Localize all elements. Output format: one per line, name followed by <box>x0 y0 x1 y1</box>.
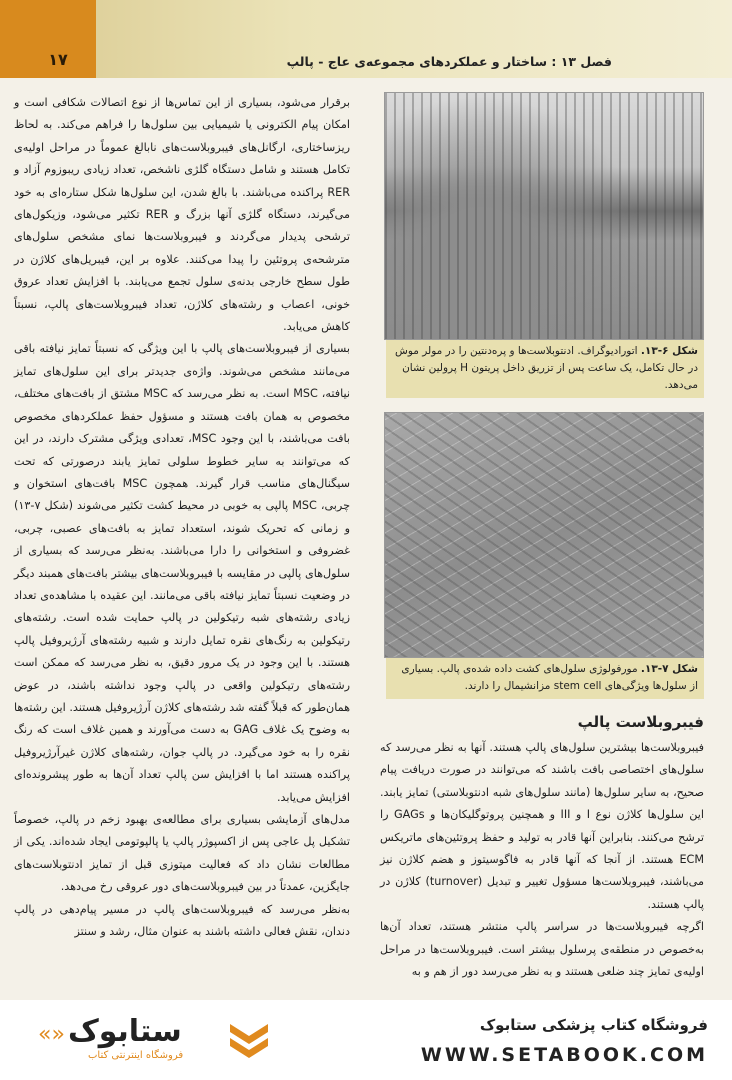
caption-text: اتورادیوگراف. ادنتوبلاست‌ها و پره‌دنتین را در مولر موش در حال تکامل، یک ساعت پس از تزریق داخل پریتون H پرولین نشان می‌دهد. <box>395 345 698 391</box>
store-logo[interactable] <box>38 1014 268 1068</box>
section-paragraph: فیبروبلاست‌ها بیشترین سلول‌های پالپ هستند. آنها به نظر می‌رسد که سلول‌های اختصاصی بافت باشند که می‌توانند در صورت دریافت پیام صحیح، به سایر سلول‌ها (مانند سلول‌های شبه ادنتوبلاستی) تمایز یابند. این سلول‌ها کلاژن نوع I و III و همچنین پروتوگلیکان‌ها و GAGs را ترشح می‌کنند. بنابراین آنها قادر به تولید و حفظ پروتئین‌های ماتریکس ECM هستند. از آنجا که آنها قادر به فاگوسیتوز و هضم کلاژن نیز می‌باشند، فیبروبلاست‌ها مسؤول تغییر و تبدیل (turnover) کلاژن در پالپ هستند. <box>380 741 704 911</box>
figure-caption-2 <box>386 658 704 699</box>
body-paragraph: مدل‌های آزمایشی بسیاری برای مطالعه‌ی بهبود زخم در پالپ، خصوصاً تشکیل پل عاجی پس از اکسپوژر پالپ یا پالپوتومی ایجاد شده‌اند. یکی از مطالعات نشان داد که فعالیت میتوزی قبل از تمایز ادنتوبلاست‌های جایگزین، عمدتاً در بین فیبروبلاست‌های دور عروقی رخ می‌دهد. <box>14 813 350 894</box>
logo-subtitle: فروشگاه اینترنتی کتاب <box>88 1050 184 1061</box>
right-column <box>380 92 710 983</box>
section-paragraph: اگرچه فیبروبلاست‌ها در سراسر پالپ منتشر هستند، تعداد آن‌ها به‌خصوص در منطقه‌ی پرسلول بیشتر است. فیبروبلاست‌ها در مراحل اولیه‌ی تمایز چند ضلعی هستند و به نظر می‌رسد دور از هم و به <box>380 920 704 979</box>
section-heading: فیبروبلاست پالپ <box>577 713 704 731</box>
store-footer <box>0 1000 732 1080</box>
store-url[interactable]: WWW.SETABOOK.COM <box>420 1044 708 1066</box>
caption-text: مورفولوژی سلول‌های کشت داده شده‌ی پالپ. بسیاری از سلول‌ها ویژگی‌های stem cell مزانشیمال را دارند. <box>401 663 698 692</box>
page-number: ۱۷ <box>48 50 68 69</box>
logo-arrows-icon: «» <box>38 1022 65 1047</box>
figure-caption-1 <box>386 340 704 398</box>
running-title: فصل ۱۳ : ساختار و عملکردهای مجموعه‌ی عاج - پالپ <box>286 54 612 69</box>
caption-label: شکل ۶-۱۳. <box>640 345 698 357</box>
chevron-logo-icon <box>228 1020 270 1060</box>
body-paragraph: به‌نظر می‌رسد که فیبروبلاست‌های پالپ در مسیر پیام‌دهی در پالپ دندان، نقش فعالی داشته باشند به عنوان مثال، رشد و سنتز <box>14 902 350 939</box>
figure-cell-culture <box>384 412 704 658</box>
page-header <box>0 0 732 78</box>
body-paragraph: بسیاری از فیبروبلاست‌های پالپ با این ویژگی که نسبتاً تمایز نیافته باقی می‌مانند مشخص می‌شوند. واژه‌ی جدیدتر برای این سلول‌های تمایز نیافته، MSC است. به نظر می‌رسد که MSC مشتق از بافت‌های مختلف، مخصوص به همان بافت هستند و مسؤول حفظ عملکردهای مخصوص بافت می‌باشند، با این وجود MSC، تعدادی ویژگی مشترک دارند، در این که می‌توانند به سایر خطوط سلولی تمایز یابند درصورتی که تحت سیگنال‌های مناسب قرار گیرند. همچون MSC بافت‌های استخوان و چربی، MSC پالپی به خوبی در محیط کشت تکثیر می‌شوند (شکل ۷-۱۳) و زمانی که تحریک شوند، استعداد تمایز به بافت‌های عصبی، چربی، غضروفی و استخوانی را دارا می‌باشند. به‌نظر می‌رسد که بسیاری از سلول‌های پالپی در مقایسه با فیبروبلاست‌های بیشتر بافت‌های همبند دیگر در وضعیت نسبتاً تمایز نیافته باقی می‌مانند. این عقیده با مشاهده‌ی تعداد زیادی رشته‌های شبه رتیکولین در پالپ حمایت شده است. رشته‌های رتیکولین به رنگ‌های نقره تمایل دارند و شبیه رشته‌های آرژیروفیل پالپ هستند. با این وجود در یک مرور دقیق، به نظر می‌رسد که ممکن است رشته‌های رتیکولین واقعی در پالپ وجود نداشته باشند، در عوض همان‌طور که قبلاً گفته شد رشته‌های کلاژن آرژیروفیل هستند. این رشته‌ها به وضوح یک غلاف GAG به دست می‌آورند و همین غلاف است که رنگ نقره را به خود می‌گیرد. در پالپ جوان، رشته‌های کلاژن غیرآرژیروفیل پراکنده هستند اما با افزایش سن پالپ تعداد آن‌ها به طور پیشرونده‌ای افزایش می‌یابد. <box>14 342 350 804</box>
caption-label: شکل ۷-۱۳. <box>640 663 698 675</box>
logo-text: ستابوک <box>68 1014 182 1049</box>
body-paragraph: برقرار می‌شود، بسیاری از این تماس‌ها از نوع اتصالات شکافی است و امکان پیام الکترونی یا شیمیایی بین سلول‌ها را فراهم می‌کند. به لحاظ ریزساختاری، ارگانل‌های فیبروبلاست‌های نابالغ عموماً در مراحل اولیه‌ی تکامل هستند و شامل دستگاه گلژی ناشخص، تعداد زیادی ریبوزوم آزاد و RER پراکنده می‌باشند. با بالغ شدن، این سلول‌ها شکل ستاره‌ای به خود می‌گیرند، دستگاه گلژی آنها بزرگ و RER تکثیر می‌شود، وزیکول‌های ترشحی پدیدار می‌گردند و فیبروبلاست‌ها نمای مشخص سلول‌های مترشحه‌ی پروتئین را پیدا می‌کنند. علاوه بر این، فیبریل‌های کلاژن در طول سطح خارجی بدنه‌ی سلول تجمع می‌یابند. با افزایش تعداد عروق خونی، اعصاب و رشته‌های کلاژن، تعداد فیبروبلاست‌های پالپ، نسبتاً کاهش می‌یابد. <box>14 96 350 334</box>
left-column <box>14 92 350 943</box>
store-name: فروشگاه کتاب پزشکی ستابوک <box>479 1016 708 1034</box>
figure-autoradiograph <box>384 92 704 340</box>
